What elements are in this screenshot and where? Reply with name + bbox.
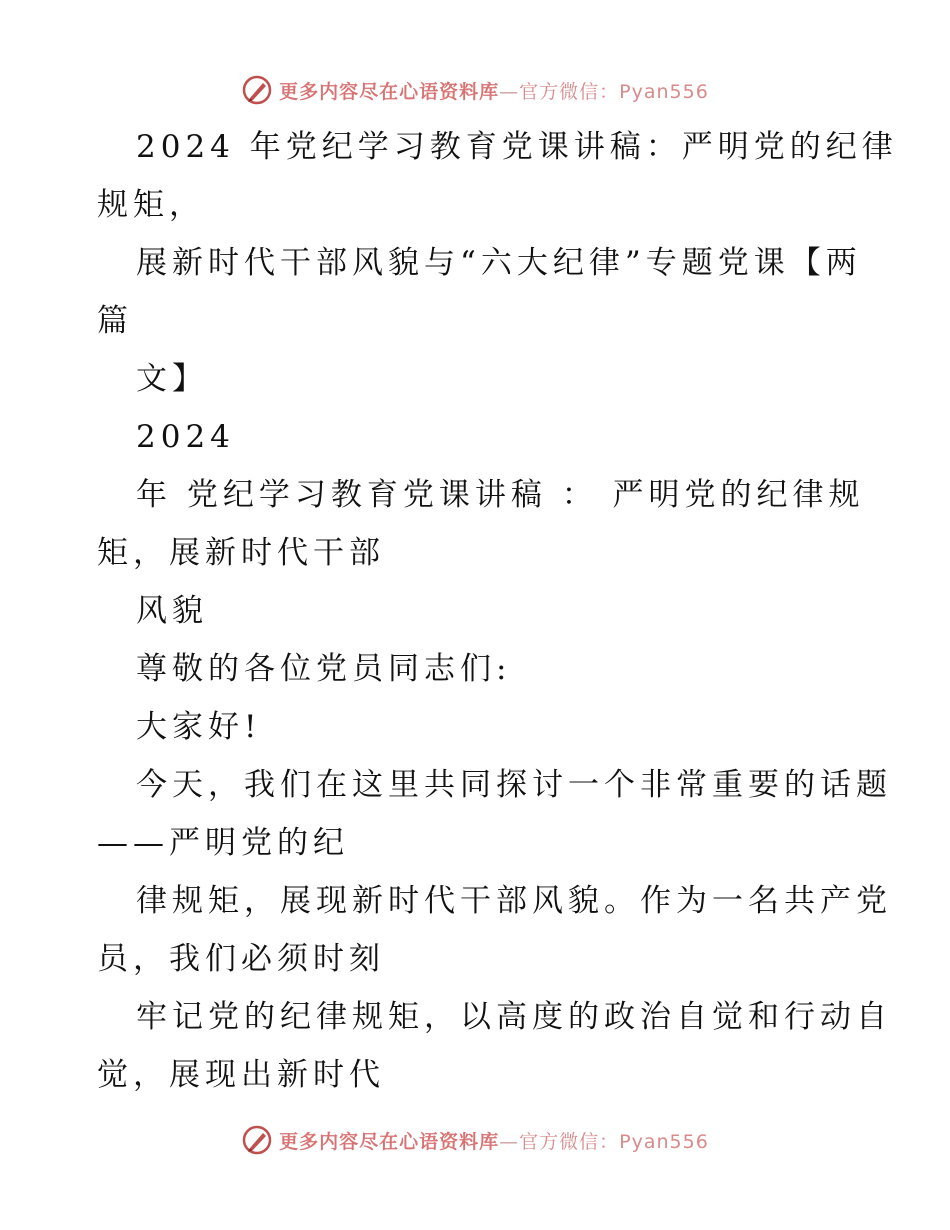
banner-site-text: 更多内容尽在心语资料库: [279, 80, 500, 103]
heading-line: 2024: [136, 419, 235, 455]
banner-text: [279, 77, 709, 104]
title-line: 篇: [97, 303, 133, 339]
salutation-line: 尊敬的各位党员同志们:: [136, 651, 512, 687]
banner-wechat-text: 官方微信：Pyan556: [519, 80, 709, 103]
heading-line: 矩，展新时代干部: [97, 535, 385, 571]
footer-banner: [0, 1120, 950, 1160]
paragraph-line: 牢记党的纪律规矩，以高度的政治自觉和行动自: [136, 999, 892, 1035]
paragraph-line: 觉，展现出新时代: [97, 1057, 385, 1093]
banner-site-text: 更多内容尽在心语资料库: [279, 1130, 500, 1153]
paragraph-line: ——严明党的纪: [97, 825, 349, 861]
paragraph-line: 律规矩，展现新时代干部风貌。作为一名共产党: [136, 883, 892, 919]
heading-line: 年 党纪学习教育党课讲稿 ： 严明党的纪律规: [136, 477, 865, 513]
banner-wechat-text: 官方微信：Pyan556: [519, 1130, 709, 1153]
banner-text: [279, 1127, 709, 1154]
paragraph-line: 今天，我们在这里共同探讨一个非常重要的话题: [136, 767, 892, 803]
banner-separator: —: [499, 1130, 520, 1153]
document-body: [97, 118, 898, 1104]
pen-circle-logo-icon: [241, 74, 273, 106]
greeting-line: 大家好!: [136, 709, 262, 745]
heading-line: 风貌: [136, 593, 208, 629]
title-line: 展新时代干部风貌与“六大纪律”专题党课【两: [136, 245, 862, 281]
title-line: 2024 年党纪学习教育党课讲稿：严明党的纪律: [136, 129, 898, 165]
header-banner: [0, 70, 950, 110]
pen-circle-logo-icon: [241, 1124, 273, 1156]
title-line: 规矩，: [97, 187, 205, 223]
banner-separator: —: [499, 80, 520, 103]
paragraph-line: 员，我们必须时刻: [97, 941, 385, 977]
title-line: 文】: [136, 361, 208, 397]
